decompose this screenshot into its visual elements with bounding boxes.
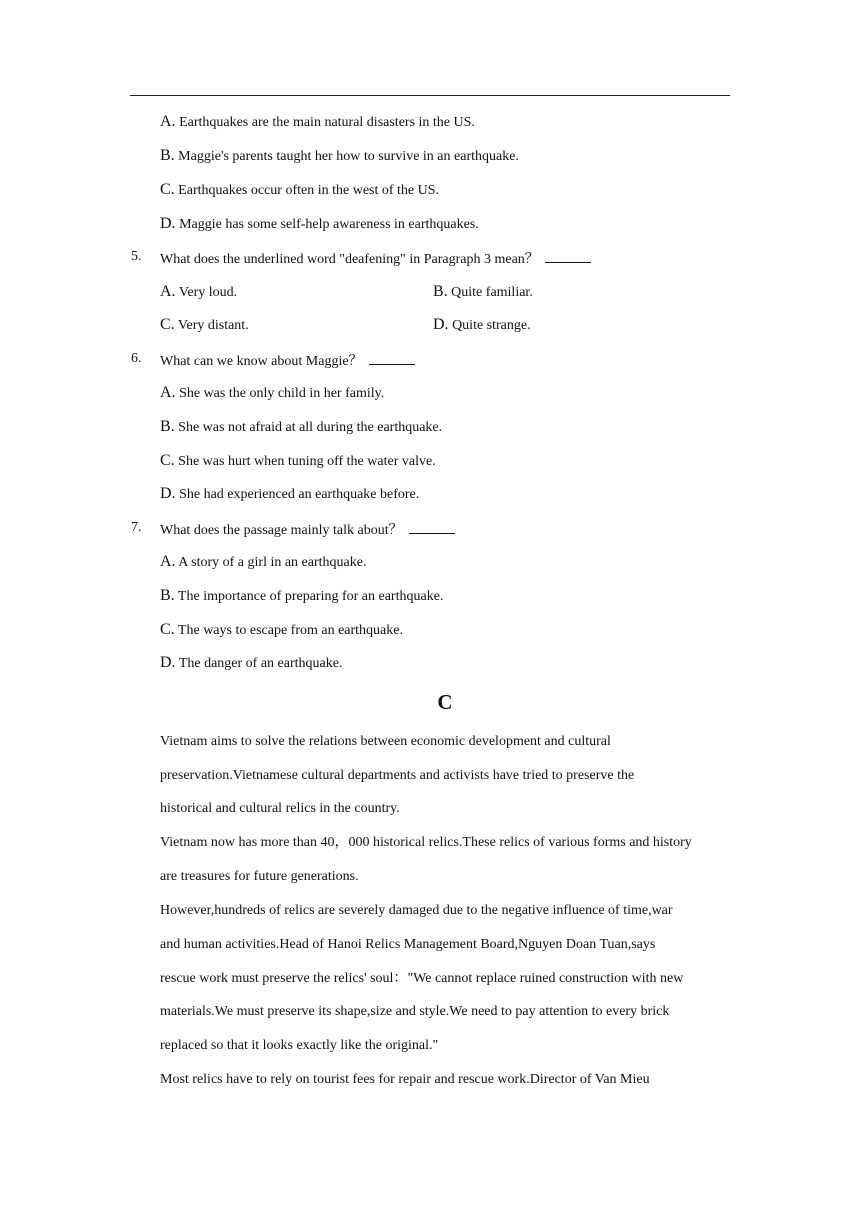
option-letter: B. bbox=[160, 418, 175, 435]
option-letter: A. bbox=[160, 283, 176, 300]
option-text: She had experienced an earthquake before. bbox=[179, 487, 420, 502]
passage-line: preservation.Vietnamese cultural departments and activists have tried to preserve the bbox=[160, 768, 635, 783]
passage-line: materials.We must preserve its shape,size and style.We need to pay attention to every brick bbox=[160, 1004, 670, 1019]
option-text: The danger of an earthquake. bbox=[178, 656, 343, 671]
answer-blank[interactable] bbox=[409, 519, 455, 534]
option-text: Quite familiar. bbox=[451, 285, 533, 300]
passage-line: historical and cultural relics in the country. bbox=[160, 801, 400, 816]
q5-number: 5. bbox=[131, 249, 142, 264]
option-letter: B. bbox=[433, 283, 448, 300]
q5-option-d[interactable] bbox=[433, 316, 531, 335]
option-text: The importance of preparing for an earthquake. bbox=[177, 589, 444, 604]
passage-line: Vietnam now has more than 40，000 historical relics.These relics of various forms and history bbox=[160, 835, 692, 850]
option-letter: C. bbox=[160, 181, 175, 198]
option-letter: D. bbox=[160, 654, 176, 671]
q7-number: 7. bbox=[131, 520, 142, 535]
q6-number: 6. bbox=[131, 351, 142, 366]
question-text: What does the passage mainly talk about？ bbox=[160, 523, 403, 538]
q7-stem bbox=[160, 519, 455, 540]
q7-option-c[interactable] bbox=[160, 621, 403, 640]
option-text: She was not afraid at all during the earthquake. bbox=[178, 420, 443, 435]
option-text: The ways to escape from an earthquake. bbox=[177, 623, 403, 638]
option-letter: A. bbox=[160, 384, 176, 401]
q5-option-c[interactable] bbox=[160, 316, 249, 335]
passage-line: Most relics have to rely on tourist fees for repair and rescue work.Director of Van Mieu bbox=[160, 1072, 650, 1087]
option-letter: D. bbox=[160, 215, 176, 232]
passage-line: Vietnam aims to solve the relations between economic development and cultural bbox=[160, 734, 611, 749]
option-text: Maggie's parents taught her how to survive in an earthquake. bbox=[178, 149, 519, 164]
option-letter: C. bbox=[160, 452, 175, 469]
option-text: Earthquakes are the main natural disasters in the US. bbox=[179, 115, 475, 130]
passage-line: are treasures for future generations. bbox=[160, 869, 359, 884]
q4-option-d[interactable] bbox=[160, 215, 479, 234]
q6-option-c[interactable] bbox=[160, 452, 436, 471]
q7-option-b[interactable] bbox=[160, 587, 443, 606]
q6-option-d[interactable] bbox=[160, 485, 419, 504]
q7-option-a[interactable] bbox=[160, 553, 366, 572]
option-text: A story of a girl in an earthquake. bbox=[178, 555, 367, 570]
passage-line: However,hundreds of relics are severely damaged due to the negative influence of time,war bbox=[160, 903, 673, 918]
option-letter: C. bbox=[160, 621, 175, 638]
option-text: She was hurt when tuning off the water valve. bbox=[178, 454, 436, 469]
q4-option-b[interactable] bbox=[160, 147, 519, 166]
passage-line: rescue work must preserve the relics' soul："We cannot replace ruined construction with new bbox=[160, 971, 684, 986]
question-text: What can we know about Maggie？ bbox=[160, 354, 363, 369]
option-letter: B. bbox=[160, 587, 175, 604]
q6-option-a[interactable] bbox=[160, 384, 384, 403]
section-heading: C bbox=[437, 690, 453, 714]
option-letter: B. bbox=[160, 147, 175, 164]
option-text: Very distant. bbox=[177, 318, 249, 333]
q6-option-b[interactable] bbox=[160, 418, 442, 437]
option-letter: D. bbox=[433, 316, 449, 333]
q4-option-a[interactable] bbox=[160, 113, 475, 132]
option-text: Earthquakes occur often in the west of the US. bbox=[178, 183, 440, 198]
option-text: Maggie has some self-help awareness in earthquakes. bbox=[179, 217, 479, 232]
passage-line: and human activities.Head of Hanoi Relics Management Board,Nguyen Doan Tuan,says bbox=[160, 937, 656, 952]
option-text: Quite strange. bbox=[452, 318, 531, 333]
q7-option-d[interactable] bbox=[160, 654, 342, 673]
answer-blank[interactable] bbox=[545, 248, 591, 263]
option-letter: A. bbox=[160, 113, 176, 130]
answer-blank[interactable] bbox=[369, 350, 415, 365]
option-letter: D. bbox=[160, 485, 176, 502]
option-text: Very loud. bbox=[178, 285, 238, 300]
question-text: What does the underlined word "deafening" in Paragraph 3 mean？ bbox=[160, 252, 539, 267]
q4-option-c[interactable] bbox=[160, 181, 439, 200]
option-text: She was the only child in her family. bbox=[179, 386, 385, 401]
option-letter: C. bbox=[160, 316, 175, 333]
q5-option-a[interactable] bbox=[160, 283, 237, 302]
q6-stem bbox=[160, 350, 415, 371]
q5-option-b[interactable] bbox=[433, 283, 533, 302]
q5-stem bbox=[160, 248, 591, 269]
passage-line: replaced so that it looks exactly like the original." bbox=[160, 1038, 439, 1053]
option-letter: A. bbox=[160, 553, 176, 570]
header-rule bbox=[130, 95, 730, 96]
